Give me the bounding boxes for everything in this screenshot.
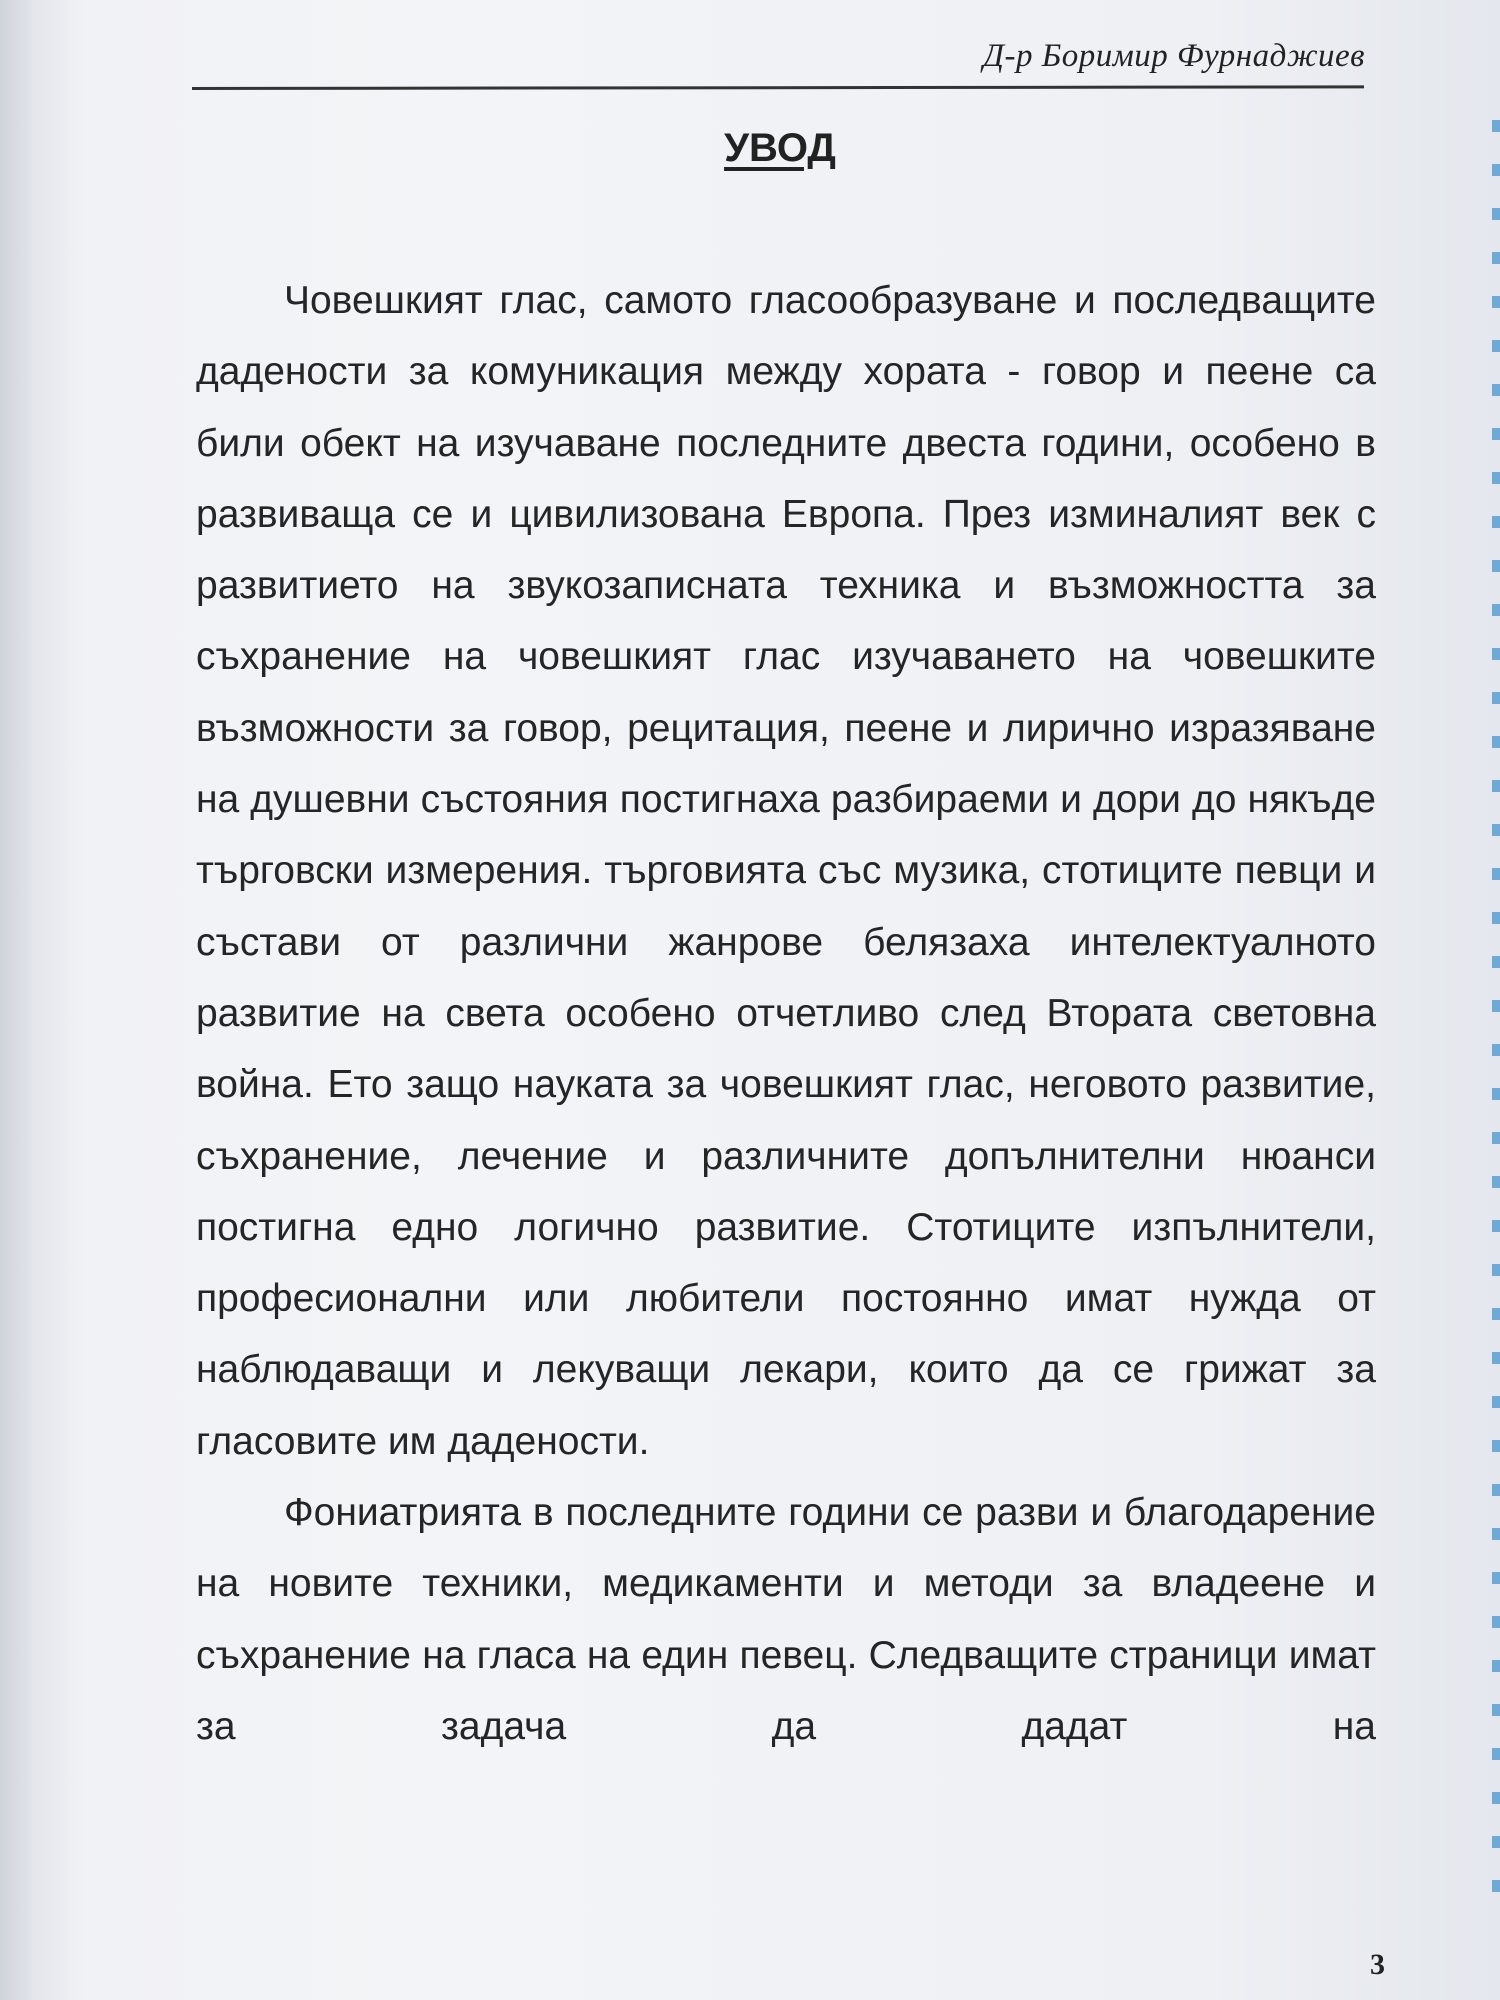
right-edge-stitching <box>1492 120 1500 1920</box>
page-number: 3 <box>1370 1948 1385 1981</box>
body-text <box>196 265 1376 1762</box>
page-binding-shadow <box>0 0 85 2000</box>
page-title: УВОД <box>724 126 836 170</box>
running-header-author: Д-р Боримир Фурнаджиев <box>983 38 1365 74</box>
paragraph-1: Човешкият глас, самото гласообразуване и последващите дадености за комуникация между хората - говор и пеене са били обект на изучаване последните двеста години, особено в развиваща се и цивилизована Европа. През изминалият век с развитието на звукозаписната техника и възможността за съхранение на човешкият глас изучаването на човешките възможности за говор, рецитация, пеене и лирично изразяване на душевни състояния постигнаха разбираеми и дори до някъде търговски измерения. търговията със музика, стотиците певци и състави от различни жанрове белязаха интелектуалното развитие на света особено отчетливо след Втората световна война. Ето защо науката за човешкият глас, неговото развитие, съхранение, лечение и различните допълнителни нюанси постигна едно логично развитие. Стотиците изпълнители, професионални или любители постоянно имат нужда от наблюдаващи и лекуващи лекари, които да се грижат за гласовите им дадености. <box>196 279 1376 1463</box>
header-rule <box>192 85 1364 90</box>
paragraph-2: Фониатрията в последните години се разви и благодарение на новите техники, медикаменти и методи за владеене и съхранение на гласа на един певец. Следващите страници имат за задача да дадат на <box>196 1491 1376 1748</box>
